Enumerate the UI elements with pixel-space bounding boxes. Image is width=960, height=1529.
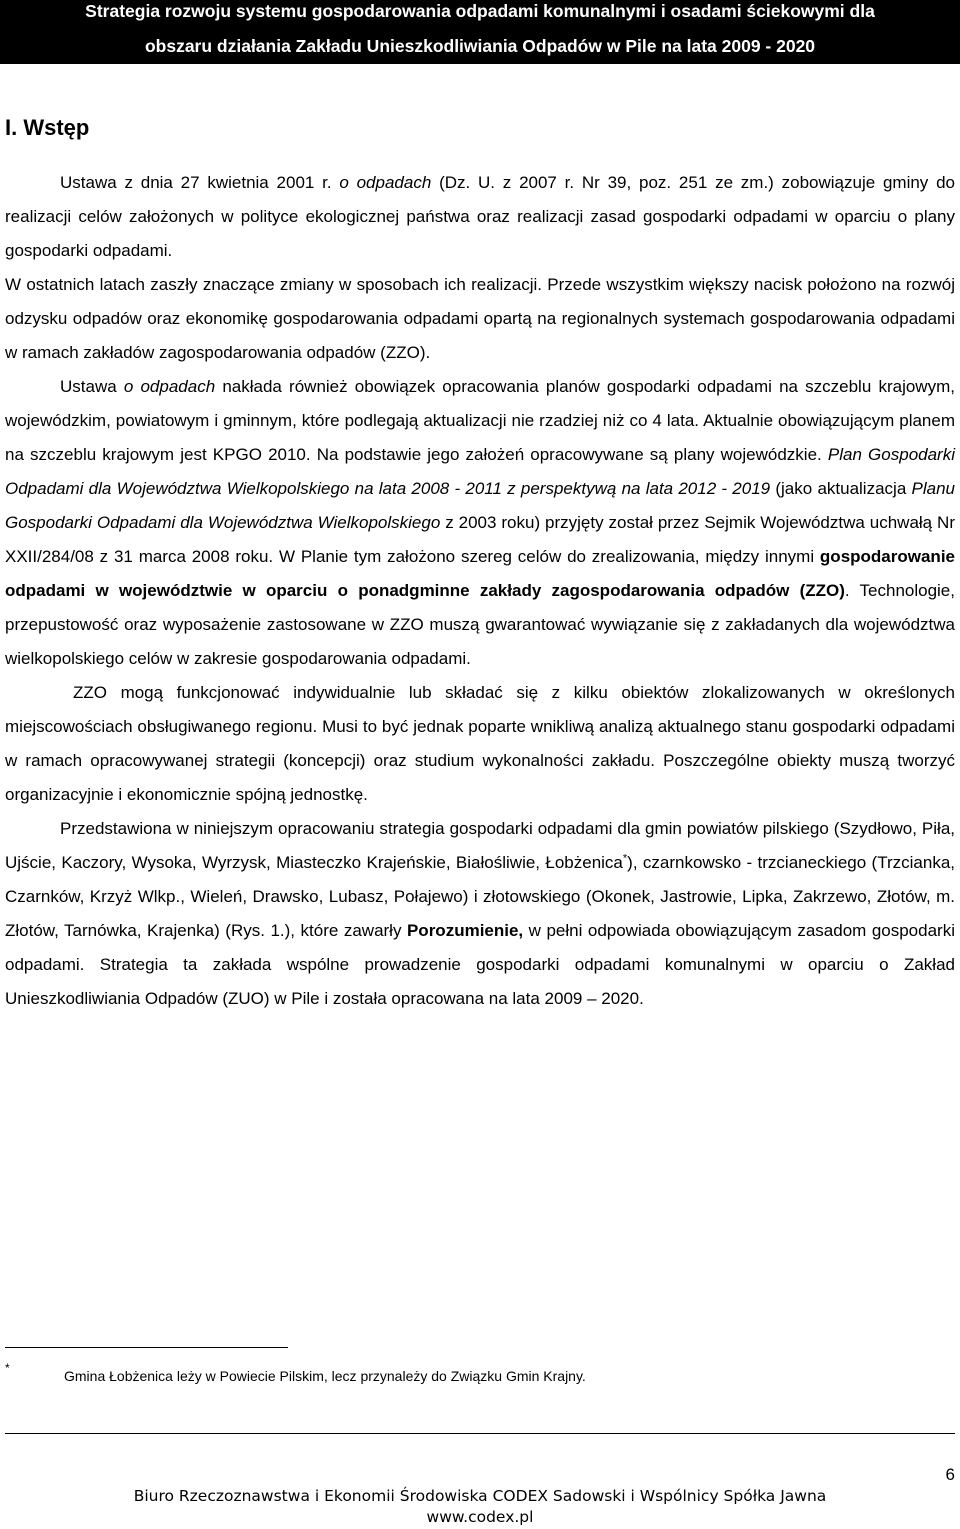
paragraph-2 bbox=[5, 268, 955, 370]
p3-text-1: Ustawa bbox=[60, 377, 124, 396]
section-heading: I. Wstęp bbox=[5, 115, 90, 140]
footer-website-link[interactable]: www.codex.pl bbox=[426, 1508, 534, 1526]
footnote-text: Gmina Łobżenica leży w Powiecie Pilskim, lecz przynależy do Związku Gmin Krajny. bbox=[64, 1368, 586, 1384]
p4-text: ZZO mogą funkcjonować indywidualnie lub składać się z kilku obiektów zlokalizowanych w określonych miejscowościach obsługiwanego regionu. Musi to być jednak poparte wnikliwą analizą aktualnego stanu gospodarki odpadami w ramach opracowywanej strategii (koncepcji) oraz studium wykonalności zakładu. Poszczególne obiekty muszą tworzyć organizacyjnie i ekonomicznie spójną jednostkę. bbox=[5, 683, 955, 804]
p3-plan-title-2: Planu Gospodarki Odpadami dla Województwa Wielkopolskiego bbox=[5, 479, 955, 532]
footer-divider bbox=[5, 1433, 955, 1434]
header-title-line-1: Strategia rozwoju systemu gospodarowania odpadami komunalnymi i osadami ściekowymi dla bbox=[85, 1, 875, 21]
footnote-divider bbox=[5, 1347, 288, 1348]
paragraph-5 bbox=[5, 812, 955, 1016]
paragraph-3 bbox=[5, 370, 955, 676]
p3-text-2: nakłada również obowiązek opracowania planów gospodarki odpadami na szczeblu krajowym, wojewódzkim, powiatowym i gminnym, które podlegają aktualizacji nie rzadziej niż co 4 lata. Aktualnie obowiązującym planem na szczeblu krajowym jest KPGO 2010. Na podstawie jego założeń opracowywane są plany wojewódzkie. bbox=[5, 377, 955, 464]
paragraph-4 bbox=[5, 676, 955, 812]
p3-bold-goal: gospodarowanie odpadami w województwie w oparciu o ponadgminne zakłady zagospodarowania odpadów (ZZO) bbox=[5, 547, 955, 600]
p1-act-title: o odpadach bbox=[339, 173, 432, 192]
p1-text-2: (Dz. U. z 2007 r. Nr 39, poz. 251 ze zm.) zobowiązuje gminy do realizacji celów założonych w polityce ekologicznej państwa oraz realizacji zasad gospodarki odpadami w oparciu o plany gospodarki odpadami. bbox=[5, 173, 955, 260]
p3-text-5: . Technologie, przepustowość oraz wyposażenie zastosowane w ZZO muszą gwarantować wywiązanie się z zakładanych dla województwa wielkopolskiego celów w zakresie gospodarowania odpadami. bbox=[5, 581, 955, 668]
p3-text-4: z 2003 roku) przyjęty został przez Sejmik Województwa uchwałą Nr XXII/284/08 z 31 marca 2008 roku. W Planie tym założono szereg celów do zrealizowania, między innymi bbox=[5, 513, 955, 566]
p3-plan-title: Plan Gospodarki Odpadami dla Województwa Wielkopolskiego na lata 2008 - 2011 z perspektywą na lata 2012 - 2019 bbox=[5, 445, 955, 498]
footer-company: Biuro Rzeczoznawstwa i Ekonomii Środowiska CODEX Sadowski i Wspólnicy Spółka Jawna bbox=[133, 1487, 827, 1505]
p3-text-3: (jako aktualizacja bbox=[770, 479, 912, 498]
page-number: 6 bbox=[945, 1465, 955, 1484]
footnote-reference[interactable]: * bbox=[622, 852, 628, 865]
p5-bold-agreement: Porozumienie, bbox=[406, 921, 524, 940]
document-body bbox=[5, 166, 955, 1016]
p5-text-1: Przedstawiona w niniejszym opracowaniu strategia gospodarki odpadami dla gmin powiatów pilskiego (Szydłowo, Piła, Ujście, Kaczory, Wysoka, Wyrzysk, Miasteczko Krajeńskie, Białośliwie, Łobżenica bbox=[5, 819, 955, 872]
document-header bbox=[0, 0, 960, 64]
footnote-mark: * bbox=[5, 1361, 10, 1375]
paragraph-1 bbox=[5, 166, 955, 268]
p5-text-3: w pełni odpowiada obowiązującym zasadom gospodarki odpadami. Strategia ta zakłada wspólne prowadzenie gospodarki odpadami komunalnymi w oparciu o Zakład Unieszkodliwiania Odpadów (ZUO) w Pile i została opracowana na lata 2009 – 2020. bbox=[5, 921, 955, 1008]
p5-text-2: ), czarnkowsko - trzcianeckiego (Trzcianka, Czarnków, Krzyż Wlkp., Wieleń, Drawsko, Lubasz, Połajewo) i złotowskiego (Okonek, Jastrowie, Lipka, Zakrzewo, Złotów, m. Złotów, Tarnówka, Krajenka) (Rys. 1.), które zawarły bbox=[5, 853, 955, 940]
p3-act-title: o odpadach bbox=[123, 377, 216, 396]
p2-text: W ostatnich latach zaszły znaczące zmiany w sposobach ich realizacji. Przede wszystkim większy nacisk położono na rozwój odzysku odpadów oraz ekonomikę gospodarowania odpadami opartą na regionalnych systemach gospodarowania odpadami w ramach zakładów zagospodarowania odpadów (ZZO). bbox=[5, 275, 955, 362]
header-title-line-2: obszaru działania Zakładu Unieszkodliwiania Odpadów w Pile na lata 2009 - 2020 bbox=[144, 36, 816, 56]
p1-text-1: Ustawa z dnia 27 kwietnia 2001 r. bbox=[60, 173, 340, 192]
